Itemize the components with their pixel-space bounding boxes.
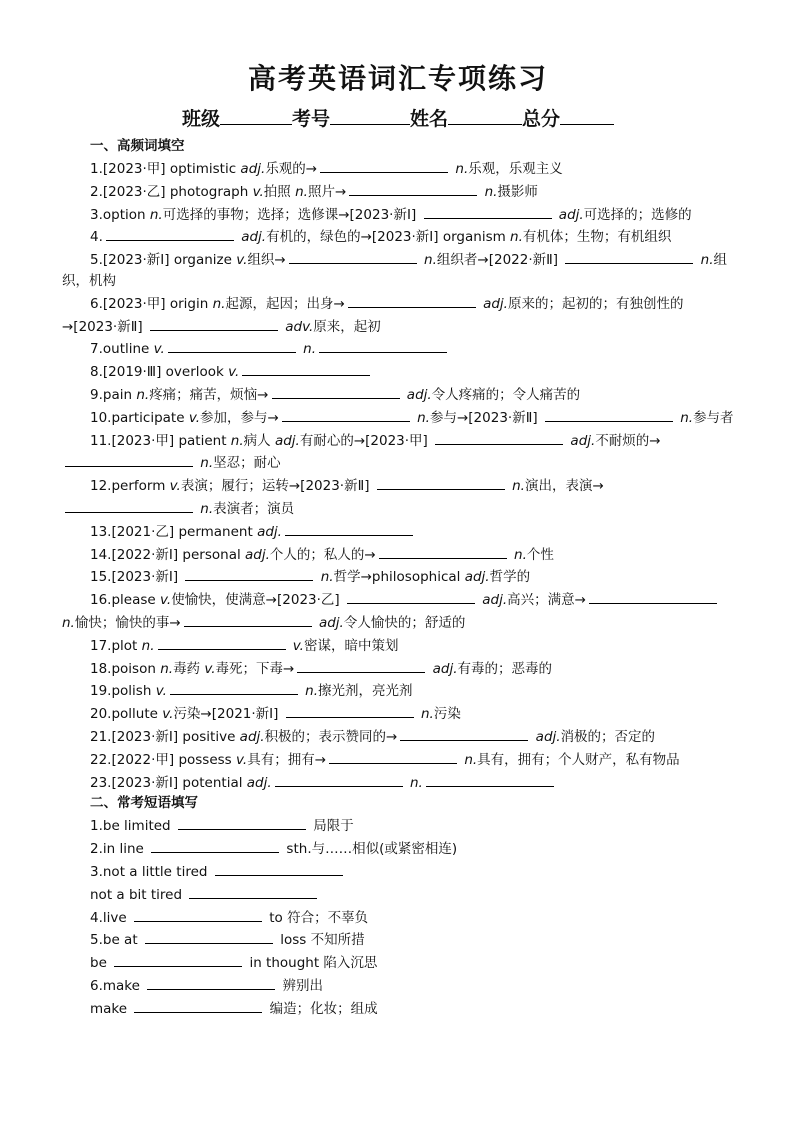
part-of-speech: v. [153,341,165,358]
item-text: 摄影师 [497,183,538,200]
answer-blank[interactable] [347,588,475,604]
part-of-speech: n. [320,569,334,586]
item-text: 2.[2023·乙] photograph [90,183,253,200]
item-text: 有毒的；恶毒的 [457,660,553,677]
item-text: 组织，机构 [62,252,727,289]
exercise-item [62,588,734,634]
item-text: 哲学→philosophical [333,569,465,586]
answer-blank[interactable] [170,679,298,695]
item-text: 使愉快，使满意→[2023·乙] [171,592,344,609]
part-of-speech: adj. [245,546,270,563]
item-text: 积极的；表示赞同的→ [264,728,398,745]
exercise-item [62,634,734,657]
part-of-speech: adj. [246,774,272,791]
item-text: 哲学的 [489,569,531,586]
item-text: 19.polish [90,683,156,700]
item-text: 坚忍；耐心 [213,455,281,472]
exercise-item [62,679,734,702]
part-of-speech: v. [160,592,172,609]
part-of-speech: adj. [318,614,344,631]
item-text: 可选择的；选修的 [583,206,692,223]
item-text: 11.[2023·甲] patient [90,432,231,449]
item-text: 擦光剂，亮光剂 [318,683,413,700]
part-of-speech: n. [514,546,527,563]
part-of-speech: adj. [482,592,508,609]
answer-blank[interactable] [158,634,286,650]
item-text: 不耐烦的→ [595,432,661,449]
exam-no-label: 考号 [291,108,330,130]
item-text: 乐观的→ [265,161,318,177]
item-text: 参与→[2023·新Ⅱ] [429,409,542,426]
part-of-speech: adj. [240,161,266,177]
answer-blank[interactable] [319,337,447,353]
item-text: 污染 [433,706,461,723]
answer-blank[interactable] [184,611,312,627]
item-text: 13.[2021·乙] permanent [90,523,258,540]
answer-blank[interactable] [134,906,262,922]
item-text: 2.in line [90,841,149,858]
item-text: 有机的，绿色的→[2023·新Ⅰ] organism [266,229,511,246]
item-text: 10.participate [90,409,189,426]
answer-blank[interactable] [348,292,476,308]
item-text: 照片→ [307,183,347,200]
exercise-item [62,157,734,180]
part-of-speech: v. [228,364,240,381]
item-text: 可选择的事物；选择；选修课→[2023·新Ⅰ] [162,206,421,223]
part-of-speech: n. [455,161,469,177]
section-heading: 二、常考短语填写 [90,795,198,812]
part-of-speech: v. [169,478,181,495]
item-text: 5.[2023·新Ⅰ] organize [90,252,237,269]
exercise-item [62,406,734,429]
part-of-speech: adj. [406,386,432,403]
part-of-speech: n. [149,206,163,223]
item-text: 原来，起初 [313,318,381,335]
answer-blank[interactable] [185,565,313,581]
exercise-item [62,725,734,748]
answer-blank[interactable] [272,383,400,399]
answer-blank[interactable] [275,771,403,787]
answer-blank[interactable] [424,203,552,219]
part-of-speech: adj. [274,432,300,449]
item-text: 8.[2019·Ⅲ] overlook [90,364,229,381]
answer-blank[interactable] [320,157,448,173]
answer-blank[interactable] [134,997,262,1013]
item-text: 表演；履行；运转→[2023·新Ⅱ] [180,478,374,495]
part-of-speech: adj. [241,229,267,246]
part-of-speech: adj. [257,523,282,540]
exercise-item [62,203,734,226]
class-blank[interactable] [220,104,292,125]
part-of-speech: adj. [239,728,265,745]
item-text: 6.make [90,977,145,994]
exercise-item [62,248,734,292]
exercise-item [62,906,734,929]
part-of-speech: v. [162,706,174,723]
item-text: 局限于 [308,818,354,835]
answer-blank[interactable] [379,543,507,559]
answer-blank[interactable] [349,180,477,196]
item-text: 疼痛；痛苦，烦恼→ [149,386,269,403]
exercise-item [62,360,734,383]
exercise-item [62,474,734,520]
exercise-item [62,337,734,360]
item-text: 12.perform [90,478,170,495]
answer-blank[interactable] [215,860,343,876]
answer-blank[interactable] [565,248,693,264]
part-of-speech: n. [464,751,478,768]
item-text: 20.pollute [90,706,163,723]
item-text: 14.[2022·新Ⅰ] personal [90,546,246,563]
item-text: 23.[2023·新Ⅰ] potential [90,774,247,791]
exercise-item [62,292,734,338]
part-of-speech: n. [512,478,525,495]
part-of-speech: n. [421,706,434,723]
item-text: 高兴；满意→ [507,592,586,609]
exercise-item [62,814,734,837]
item-text: 具有；拥有→ [247,751,327,768]
part-of-speech: adj. [570,432,596,449]
exercise-item [62,657,734,680]
answer-blank[interactable] [297,657,425,673]
exercise-item [62,180,734,203]
name-blank[interactable] [448,104,522,125]
part-of-speech: n. [409,774,423,791]
item-text: be [90,955,112,972]
item-text: 病人 [243,432,275,449]
score-label: 总分 [522,108,561,130]
answer-blank[interactable] [178,814,306,830]
item-text: 组织者→[2022·新Ⅱ] [436,252,563,269]
answer-blank[interactable] [289,248,417,264]
item-text: 7.outline [90,341,154,358]
exercise-item [62,702,734,725]
item-text: 18.poison [90,660,161,677]
item-text: 乐观，乐观主义 [468,161,563,177]
exercise-item [62,748,734,771]
answer-blank[interactable] [147,974,275,990]
part-of-speech: n. [230,432,244,449]
answer-blank[interactable] [242,360,370,376]
part-of-speech: n. [200,500,214,517]
part-of-speech: v. [236,252,248,269]
exercise-item [62,837,734,860]
part-of-speech: n. [212,295,226,312]
item-text: 参与者 [693,409,734,426]
exercise-item [62,225,734,248]
item-text: in thought 陷入沉思 [245,955,378,972]
answer-blank[interactable] [435,429,563,445]
answer-blank[interactable] [114,951,242,967]
item-text: 原来的；起初的；有独创性的→[2023·新Ⅱ] [62,295,684,335]
part-of-speech: v. [188,409,200,426]
part-of-speech: n. [303,341,316,358]
item-text: 有机体；生物；有机组织 [522,229,672,246]
answer-blank[interactable] [285,520,413,536]
item-text: 5.be at [90,932,142,949]
part-of-speech: adv. [285,318,314,335]
part-of-speech: n. [424,252,437,269]
exercise-item [62,928,734,951]
part-of-speech: adj. [432,660,458,677]
answer-blank[interactable] [65,497,193,513]
item-text: 令人愉快的；舒适的 [343,614,466,631]
exercise-item [62,520,734,543]
item-text: 污染→[2021·新Ⅰ] [173,706,283,723]
item-text: 15.[2023·新Ⅰ] [90,569,183,586]
item-text: 拍照 [263,183,296,200]
answer-blank[interactable] [589,588,717,604]
item-text: 3.not a little tired [90,863,212,880]
item-text: 起源，起因；出身→ [225,295,345,312]
exam-no-blank[interactable] [330,104,410,125]
item-text: 组织→ [247,252,286,269]
score-blank[interactable] [560,104,614,125]
part-of-speech: v. [204,660,216,677]
name-label: 姓名 [410,108,449,130]
worksheet [62,60,734,1019]
part-of-speech: n. [136,386,150,403]
answer-blank[interactable] [168,337,296,353]
class-label: 班级 [181,108,220,130]
item-text: 3.option [90,206,150,223]
item-text: 辨别出 [278,977,324,994]
item-text: 愉快；愉快的事→ [74,614,181,631]
section-heading: 一、高频词填空 [90,138,185,154]
part-of-speech: v. [292,637,304,654]
student-info-line [62,104,734,132]
item-text: 21.[2023·新Ⅰ] positive [90,728,240,745]
item-text: 毒药 [173,660,205,677]
item-text: 22.[2022·甲] possess [90,751,237,768]
item-text: 演出，表演→ [524,478,604,495]
answer-blank[interactable] [400,725,528,741]
item-text: 6.[2023·甲] origin [90,295,213,312]
item-text: loss 不知所措 [275,932,365,949]
part-of-speech: v. [236,751,248,768]
exercise-item [62,860,734,883]
item-text: not a bit tired [90,886,187,903]
item-text: 毒死；下毒→ [215,660,295,677]
exercise-item [62,565,734,588]
part-of-speech: n. [680,409,694,426]
answer-blank[interactable] [286,702,414,718]
answer-blank[interactable] [426,771,554,787]
part-of-speech: adj. [558,206,584,223]
exercise-item [62,997,734,1020]
answer-blank[interactable] [545,406,673,422]
exercise-item [62,771,734,794]
part-of-speech: n. [417,409,430,426]
exercise-item [62,383,734,406]
item-text: 16.please [90,592,160,609]
exercise-item [62,974,734,997]
answer-blank[interactable] [65,451,193,467]
item-text: to 符合；不辜负 [264,909,369,926]
exercise-item [62,543,734,566]
exercise-item [62,951,734,974]
answer-blank[interactable] [150,315,278,331]
item-text: 1.[2023·甲] optimistic [90,161,241,177]
exercise-item [62,429,734,475]
item-text: 1.be limited [90,818,175,835]
item-text: 编造；化妆；组成 [265,1000,378,1017]
item-text: 参加，参与→ [200,409,279,426]
item-text: 17.plot [90,637,142,654]
item-text: 4.live [90,909,131,926]
part-of-speech: n. [295,183,308,200]
part-of-speech: v. [252,183,264,200]
item-text: 9.pain [90,386,137,403]
part-of-speech: adj. [464,569,490,586]
answer-blank[interactable] [189,883,317,899]
part-of-speech: n. [305,683,319,700]
exercise-sections [62,136,734,1019]
item-text: 有耐心的→[2023·甲] [299,432,433,449]
item-text: 具有，拥有；个人财产，私有物品 [477,751,680,768]
answer-blank[interactable] [151,837,279,853]
item-text: 密谋，暗中策划 [303,637,399,654]
item-text: 个人的；私人的→ [269,546,376,563]
part-of-speech: n. [141,637,155,654]
item-text: 消极的；否定的 [560,728,656,745]
part-of-speech: n. [160,660,174,677]
part-of-speech: v. [155,683,167,700]
part-of-speech: n. [484,183,498,200]
item-text: sth.与……相似(或紧密相连) [282,841,458,858]
answer-blank[interactable] [377,474,505,490]
part-of-speech: adj. [483,295,508,312]
page-title: 高考英语词汇专项练习 [247,62,548,95]
answer-blank[interactable] [282,406,410,422]
part-of-speech: n. [510,229,523,246]
answer-blank[interactable] [106,225,234,241]
answer-blank[interactable] [329,748,457,764]
item-text: 令人疼痛的；令人痛苦的 [431,386,581,403]
part-of-speech: n. [200,455,214,472]
part-of-speech: adj. [535,728,561,745]
item-text: 个性 [526,546,554,563]
part-of-speech: n. [62,614,75,631]
item-text: 4. [90,229,103,246]
item-text: 表演者；演员 [213,500,295,517]
exercise-item [62,883,734,906]
answer-blank[interactable] [145,928,273,944]
part-of-speech: n. [700,252,714,269]
item-text: make [90,1000,132,1017]
